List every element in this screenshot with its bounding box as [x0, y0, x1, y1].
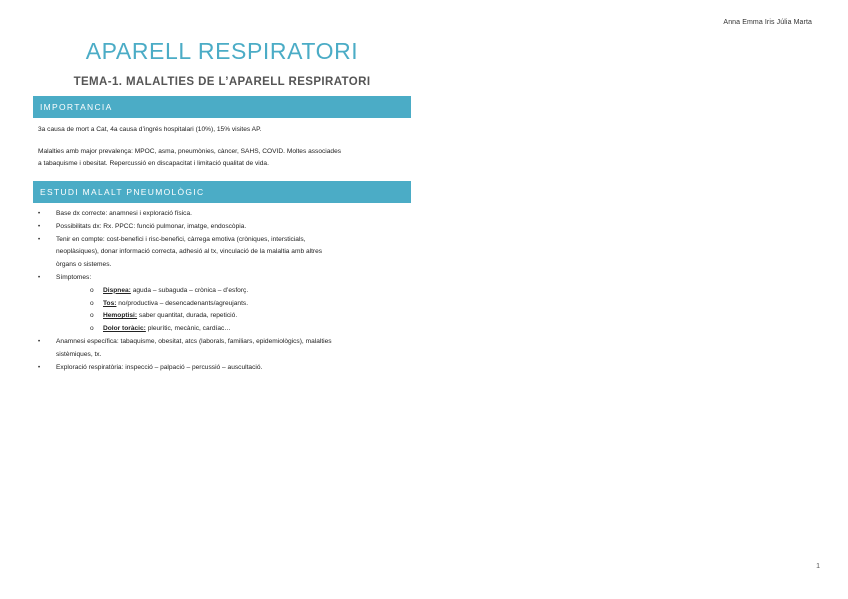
list-item	[38, 221, 408, 234]
list-item	[38, 234, 408, 272]
bullet-icon: •	[38, 223, 41, 230]
list-item-text-line-1: Tenir en compte: cost-benefici i risc-benefici, càrrega emotiva (cròniques, intersticials,	[56, 235, 306, 243]
bullet-icon: •	[38, 211, 41, 217]
list-item	[38, 208, 408, 221]
estudi-list	[38, 208, 408, 374]
sub-bullet-icon: o	[90, 299, 94, 307]
sub-bullet-icon: o	[90, 325, 94, 333]
bullet-icon: •	[38, 364, 41, 371]
section-heading-estudi: ESTUDI MALALT PNEUMOLÒGIC	[33, 181, 411, 203]
list-item-text-line-2: neoplàsiques), donar informació correcta, adhesió al tx, vinculació de la malaltia amb altres	[56, 248, 323, 256]
symptom-term: Hemoptisi:	[103, 312, 138, 320]
symptom-term: Dolor toràcic:	[103, 325, 146, 333]
list-item-text: Possibilitats dx: Rx. PPCC: funció pulmonar, imatge, endoscòpia.	[56, 222, 247, 230]
symptom-desc: no/productiva – desencadenants/agreujants.	[116, 299, 249, 307]
symptom-desc: pleurític, mecànic, cardíac…	[145, 325, 231, 333]
sublist-item	[56, 285, 408, 298]
list-item	[38, 336, 408, 362]
list-item-text: Símptomes:	[56, 273, 92, 281]
list-item-text: Base dx correcte: anamnesi i exploració física.	[56, 210, 192, 217]
symptom-desc: saber quantitat, durada, repetició.	[137, 312, 238, 320]
list-item-text: Exploració respiratòria: inspecció – palpació – percussió – auscultació.	[56, 363, 263, 371]
sub-bullet-icon: o	[90, 312, 94, 320]
page-subtitle: TEMA-1. MALALTIES DE L’APARELL RESPIRATORI	[73, 76, 371, 88]
estudi-content	[38, 208, 408, 374]
header-authors: Anna Emma Iris Júlia Marta	[723, 19, 812, 26]
section-heading-importancia: IMPORTANCIA	[33, 96, 411, 118]
importancia-paragraph-2-line-1: Malalties amb major prevalença: MPOC, asma, pneumònies, càncer, SAHS, COVID. Moltes associades	[38, 148, 342, 155]
page-number: 1	[816, 563, 820, 570]
sublist-item	[56, 310, 408, 323]
sub-bullet-icon: o	[90, 286, 94, 294]
page-title: APARELL RESPIRATORI	[85, 38, 359, 64]
bullet-icon: •	[38, 338, 41, 345]
symptom-term: Tos:	[103, 299, 117, 307]
bullet-icon: •	[38, 236, 41, 243]
list-item-text-line-2: sistèmiques, tx.	[56, 350, 102, 358]
symptom-term: Dispnea:	[103, 286, 131, 294]
importancia-paragraph-1: 3a causa de mort a Cat, 4a causa d’ingrés hospitalari (10%), 15% visites AP.	[38, 126, 262, 133]
symptoms-sublist	[56, 285, 408, 336]
importancia-paragraph-2	[38, 146, 408, 170]
sublist-item	[56, 298, 408, 311]
list-item	[38, 362, 408, 375]
importancia-content	[38, 124, 408, 170]
list-item-text-line-3: òrgans o sistemes.	[56, 261, 112, 269]
importancia-paragraph-2-line-2: a tabaquisme i obesitat. Repercussió en discapacitat i limitació qualitat de vida.	[38, 160, 269, 167]
symptom-desc: aguda – subaguda – crònica – d’esforç.	[130, 286, 249, 294]
sublist-item	[56, 323, 408, 336]
list-item	[38, 272, 408, 336]
list-item-text-line-1: Anamnesi específica: tabaquisme, obesitat, atcs (laborals, familiars, epidemiològics), malalties	[56, 337, 332, 345]
bullet-icon: •	[38, 274, 41, 281]
